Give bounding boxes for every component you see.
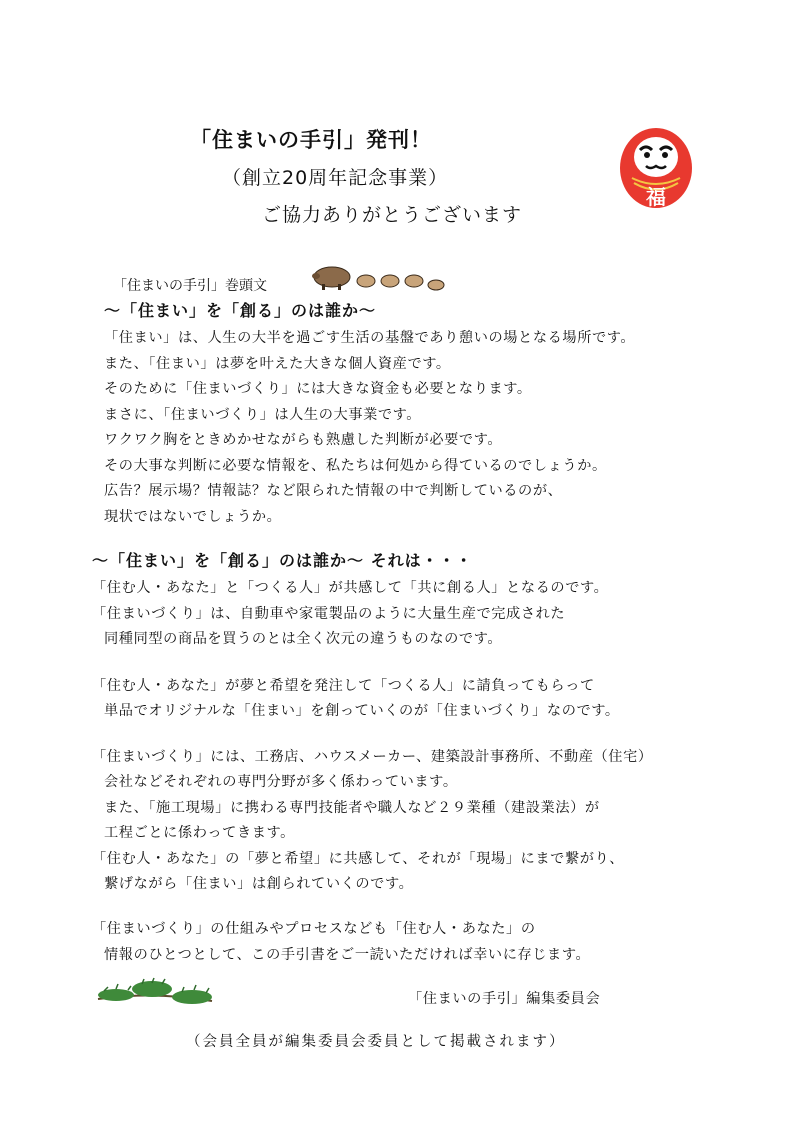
- section2-line: また、「施工現場」に携わる専門技能者や職人など２９業種（建設業法）が: [104, 800, 600, 816]
- page-title: 「住まいの手引」発刊！: [190, 128, 432, 152]
- preface-line: 「住まい」は、人生の大半を過ごす生活の基盤であり憩いの場となる場所です。: [104, 330, 636, 346]
- daruma-icon: [616, 120, 696, 210]
- section2-line: 「住む人・あなた」の「夢と希望」に共感して、それが「現場」にまで繋がり、: [92, 851, 625, 867]
- daruma-character: 福: [646, 185, 666, 209]
- section2-line: 「住まいづくり」には、工務店、ハウスメーカー、建築設計事務所、不動産（住宅）: [92, 749, 653, 765]
- section2-line: 工程ごとに係わってきます。: [104, 825, 295, 841]
- section2-line: 同種同型の商品を買うのとは全く次元の違うものなのです。: [104, 631, 503, 647]
- preface-label: 「住まいの手引」巻頭文: [113, 278, 267, 294]
- thanks-line: ご協力ありがとうございます: [262, 204, 523, 226]
- preface-line: そのために「住まいづくり」には大きな資金も必要となります。: [104, 381, 532, 397]
- section2-line: 単品でオリジナルな「住まい」を創っていくのが「住まいづくり」なのです。: [104, 703, 620, 719]
- boar-family-icon: [310, 262, 446, 292]
- preface-line: その大事な判断に必要な情報を、私たちは何処から得ているのでしょうか。: [104, 458, 607, 474]
- preface-line: 現状ではないでしょうか。: [104, 509, 282, 525]
- page-subtitle: （創立20周年記念事業）: [222, 167, 449, 189]
- preface-heading: ～「住まい」を「創る」のは誰か～: [104, 301, 377, 320]
- preface-line: ワクワク胸をときめかせながらも熟慮した判断が必要です。: [104, 432, 503, 448]
- section2-heading: ～「住まい」を「創る」のは誰か～ それは・・・: [92, 551, 473, 570]
- section2-line: 情報のひとつとして、この手引書をご一読いただければ幸いに存じます。: [104, 947, 591, 963]
- footer-note: （会員全員が編集委員会委員として掲載されます）: [186, 1034, 566, 1050]
- signature: 「住まいの手引」編集委員会: [408, 991, 601, 1007]
- section2-line: 会社などそれぞれの専門分野が多く係わっています。: [104, 774, 458, 790]
- section2-line: 繋げながら「住まい」は創られていくのです。: [104, 876, 414, 892]
- preface-line: まさに、「住まいづくり」は人生の大事業です。: [104, 407, 422, 423]
- preface-line: また、「住まい」は夢を叶えた大きな個人資産です。: [104, 356, 451, 372]
- section2-line: 「住む人・あなた」が夢と希望を発注して「つくる人」に請負ってもらって: [92, 678, 595, 694]
- preface-line: 広告？展示場？情報誌？など限られた情報の中で判断しているのが、: [104, 483, 563, 499]
- section2-line: 「住む人・あなた」と「つくる人」が共感して「共に創る人」となるのです。: [92, 580, 609, 596]
- pine-branch-icon: [94, 975, 216, 1009]
- section2-line: 「住まいづくり」の仕組みやプロセスなども「住む人・あなた」の: [92, 921, 536, 937]
- section2-line: 「住まいづくり」は、自動車や家電製品のように大量生産で完成された: [92, 606, 566, 622]
